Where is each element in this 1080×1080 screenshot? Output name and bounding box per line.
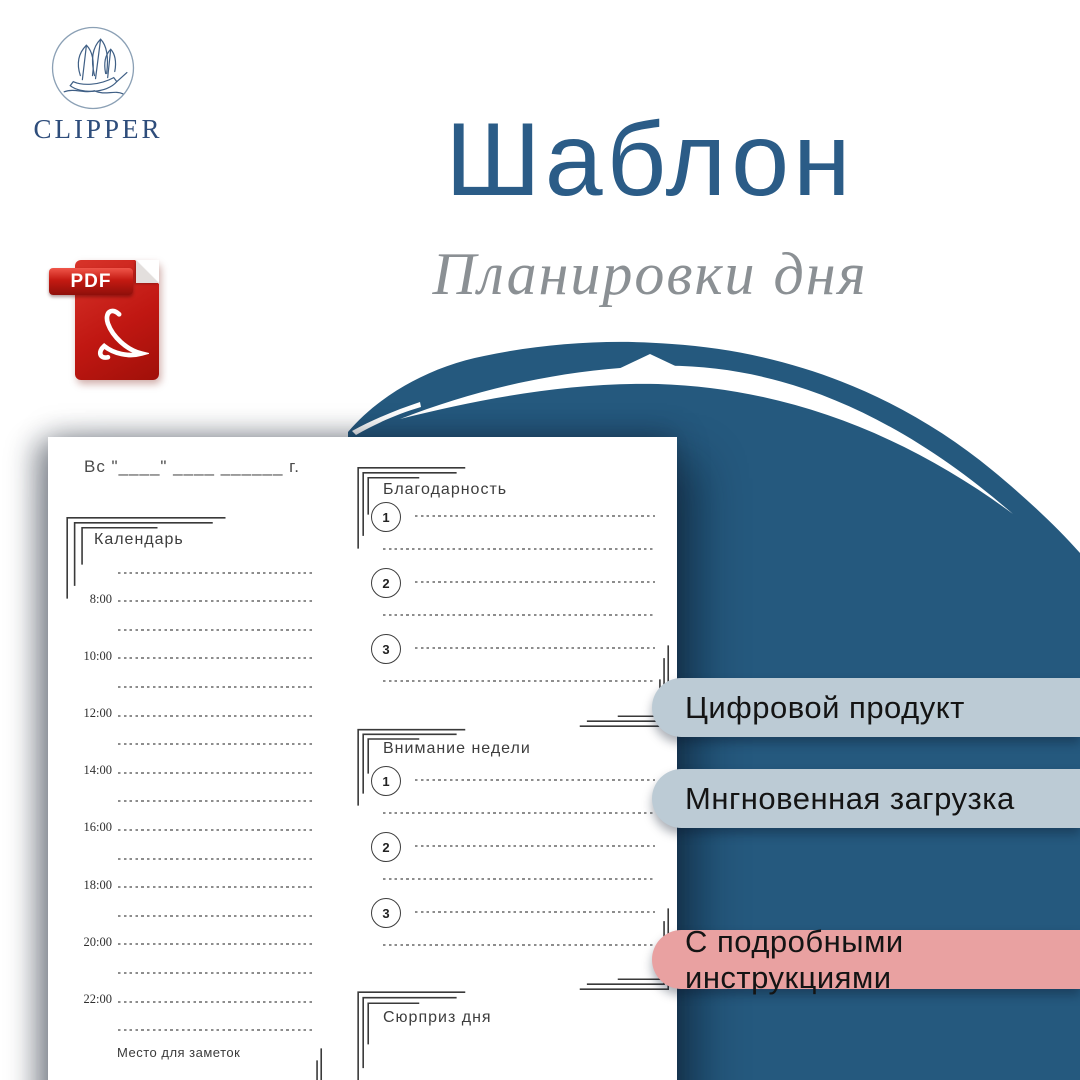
numbered-row bbox=[369, 558, 659, 591]
corner-bracket-topleft bbox=[356, 989, 471, 1080]
calendar-time-label: 18:00 bbox=[83, 877, 112, 892]
feature-label: Мнгновенная загрузка bbox=[685, 780, 1015, 816]
number-circle: 2 bbox=[371, 568, 401, 598]
calendar-time-row bbox=[72, 745, 312, 778]
calendar-line bbox=[118, 1029, 312, 1031]
calendar-line bbox=[118, 886, 312, 888]
feature-pill-detailed-instructions bbox=[652, 923, 1080, 995]
date-line: Вс "____" ____ ______ г. bbox=[84, 457, 301, 476]
numbered-row bbox=[369, 822, 659, 855]
feature-label: С подробными инструкциями bbox=[685, 923, 904, 995]
entry-line bbox=[415, 779, 655, 781]
calendar-spacer-row bbox=[72, 545, 312, 574]
number-circle: 1 bbox=[371, 502, 401, 532]
calendar-line bbox=[118, 715, 312, 717]
calendar-time-row bbox=[72, 802, 312, 835]
corner-bracket-bottomright bbox=[228, 1047, 323, 1080]
planner-page bbox=[48, 437, 677, 1080]
entry-line bbox=[383, 614, 655, 616]
calendar-time-row bbox=[72, 631, 312, 663]
page-title: Шаблон bbox=[445, 102, 855, 218]
calendar-time-label: 8:00 bbox=[89, 591, 112, 606]
calendar-time-row bbox=[72, 917, 312, 949]
calendar-heading: Календарь bbox=[94, 531, 184, 548]
calendar-time-label: 12:00 bbox=[83, 706, 112, 721]
calendar-rows bbox=[72, 545, 312, 1031]
calendar-spacer-row bbox=[72, 831, 312, 860]
page-subtitle: Планировки дня bbox=[432, 241, 868, 307]
numbered-spacer-row bbox=[369, 591, 659, 624]
entry-line bbox=[383, 878, 655, 880]
calendar-line bbox=[118, 800, 312, 802]
calendar-spacer-row bbox=[72, 888, 312, 917]
entry-line bbox=[383, 548, 655, 550]
entry-line bbox=[415, 581, 655, 583]
calendar-time-label: 20:00 bbox=[83, 934, 112, 949]
calendar-line bbox=[118, 600, 312, 602]
numbered-spacer-row bbox=[369, 855, 659, 888]
sailing-ship-icon bbox=[50, 25, 136, 111]
notes-label: Место для заметок bbox=[117, 1045, 241, 1060]
numbered-row bbox=[369, 492, 659, 525]
calendar-line bbox=[118, 829, 312, 831]
calendar-line bbox=[118, 772, 312, 774]
entry-line bbox=[383, 812, 655, 814]
number-circle: 1 bbox=[371, 766, 401, 796]
calendar-time-label: 14:00 bbox=[83, 763, 112, 778]
calendar-line bbox=[118, 686, 312, 688]
entry-line bbox=[415, 515, 655, 517]
acrobat-swirl-icon bbox=[93, 302, 149, 364]
calendar-line bbox=[118, 657, 312, 659]
surprise-heading: Сюрприз дня bbox=[383, 1009, 492, 1026]
gratitude-heading: Благодарность bbox=[383, 481, 508, 498]
calendar-line bbox=[118, 943, 312, 945]
calendar-time-label: 16:00 bbox=[83, 820, 112, 835]
feature-label: Цифровой продукт bbox=[685, 689, 965, 725]
pdf-fold-icon bbox=[136, 260, 159, 283]
calendar-line bbox=[118, 629, 312, 631]
number-circle: 2 bbox=[371, 832, 401, 862]
calendar-spacer-row bbox=[72, 717, 312, 746]
calendar-spacer-row bbox=[72, 659, 312, 688]
calendar-line bbox=[118, 743, 312, 745]
number-circle: 3 bbox=[371, 898, 401, 928]
brand-name: CLIPPER bbox=[33, 114, 163, 144]
numbered-spacer-row bbox=[369, 789, 659, 822]
entry-line bbox=[415, 845, 655, 847]
number-circle: 3 bbox=[371, 634, 401, 664]
feature-pill-instant-download bbox=[652, 769, 1080, 828]
calendar-time-row bbox=[72, 574, 312, 606]
calendar-line bbox=[118, 1001, 312, 1003]
calendar-time-row bbox=[72, 860, 312, 892]
calendar-time-label: 10:00 bbox=[83, 648, 112, 663]
calendar-time-label: 22:00 bbox=[83, 992, 112, 1006]
calendar-line bbox=[118, 915, 312, 917]
calendar-time-row bbox=[72, 974, 312, 1006]
calendar-time-row bbox=[72, 688, 312, 721]
numbered-spacer-row bbox=[369, 525, 659, 558]
week-focus-heading: Внимание недели bbox=[383, 740, 531, 757]
calendar-line bbox=[118, 858, 312, 860]
pdf-label: PDF bbox=[49, 268, 133, 295]
calendar-spacer-row bbox=[72, 1003, 312, 1032]
calendar-line bbox=[118, 572, 312, 574]
pdf-file-icon bbox=[70, 255, 170, 385]
calendar-line bbox=[118, 972, 312, 974]
feature-pill-digital-product bbox=[652, 678, 1080, 737]
calendar-spacer-row bbox=[72, 602, 312, 631]
numbered-row bbox=[369, 756, 659, 789]
calendar-spacer-row bbox=[72, 774, 312, 803]
brand-logo bbox=[18, 12, 178, 162]
calendar-spacer-row bbox=[72, 945, 312, 974]
